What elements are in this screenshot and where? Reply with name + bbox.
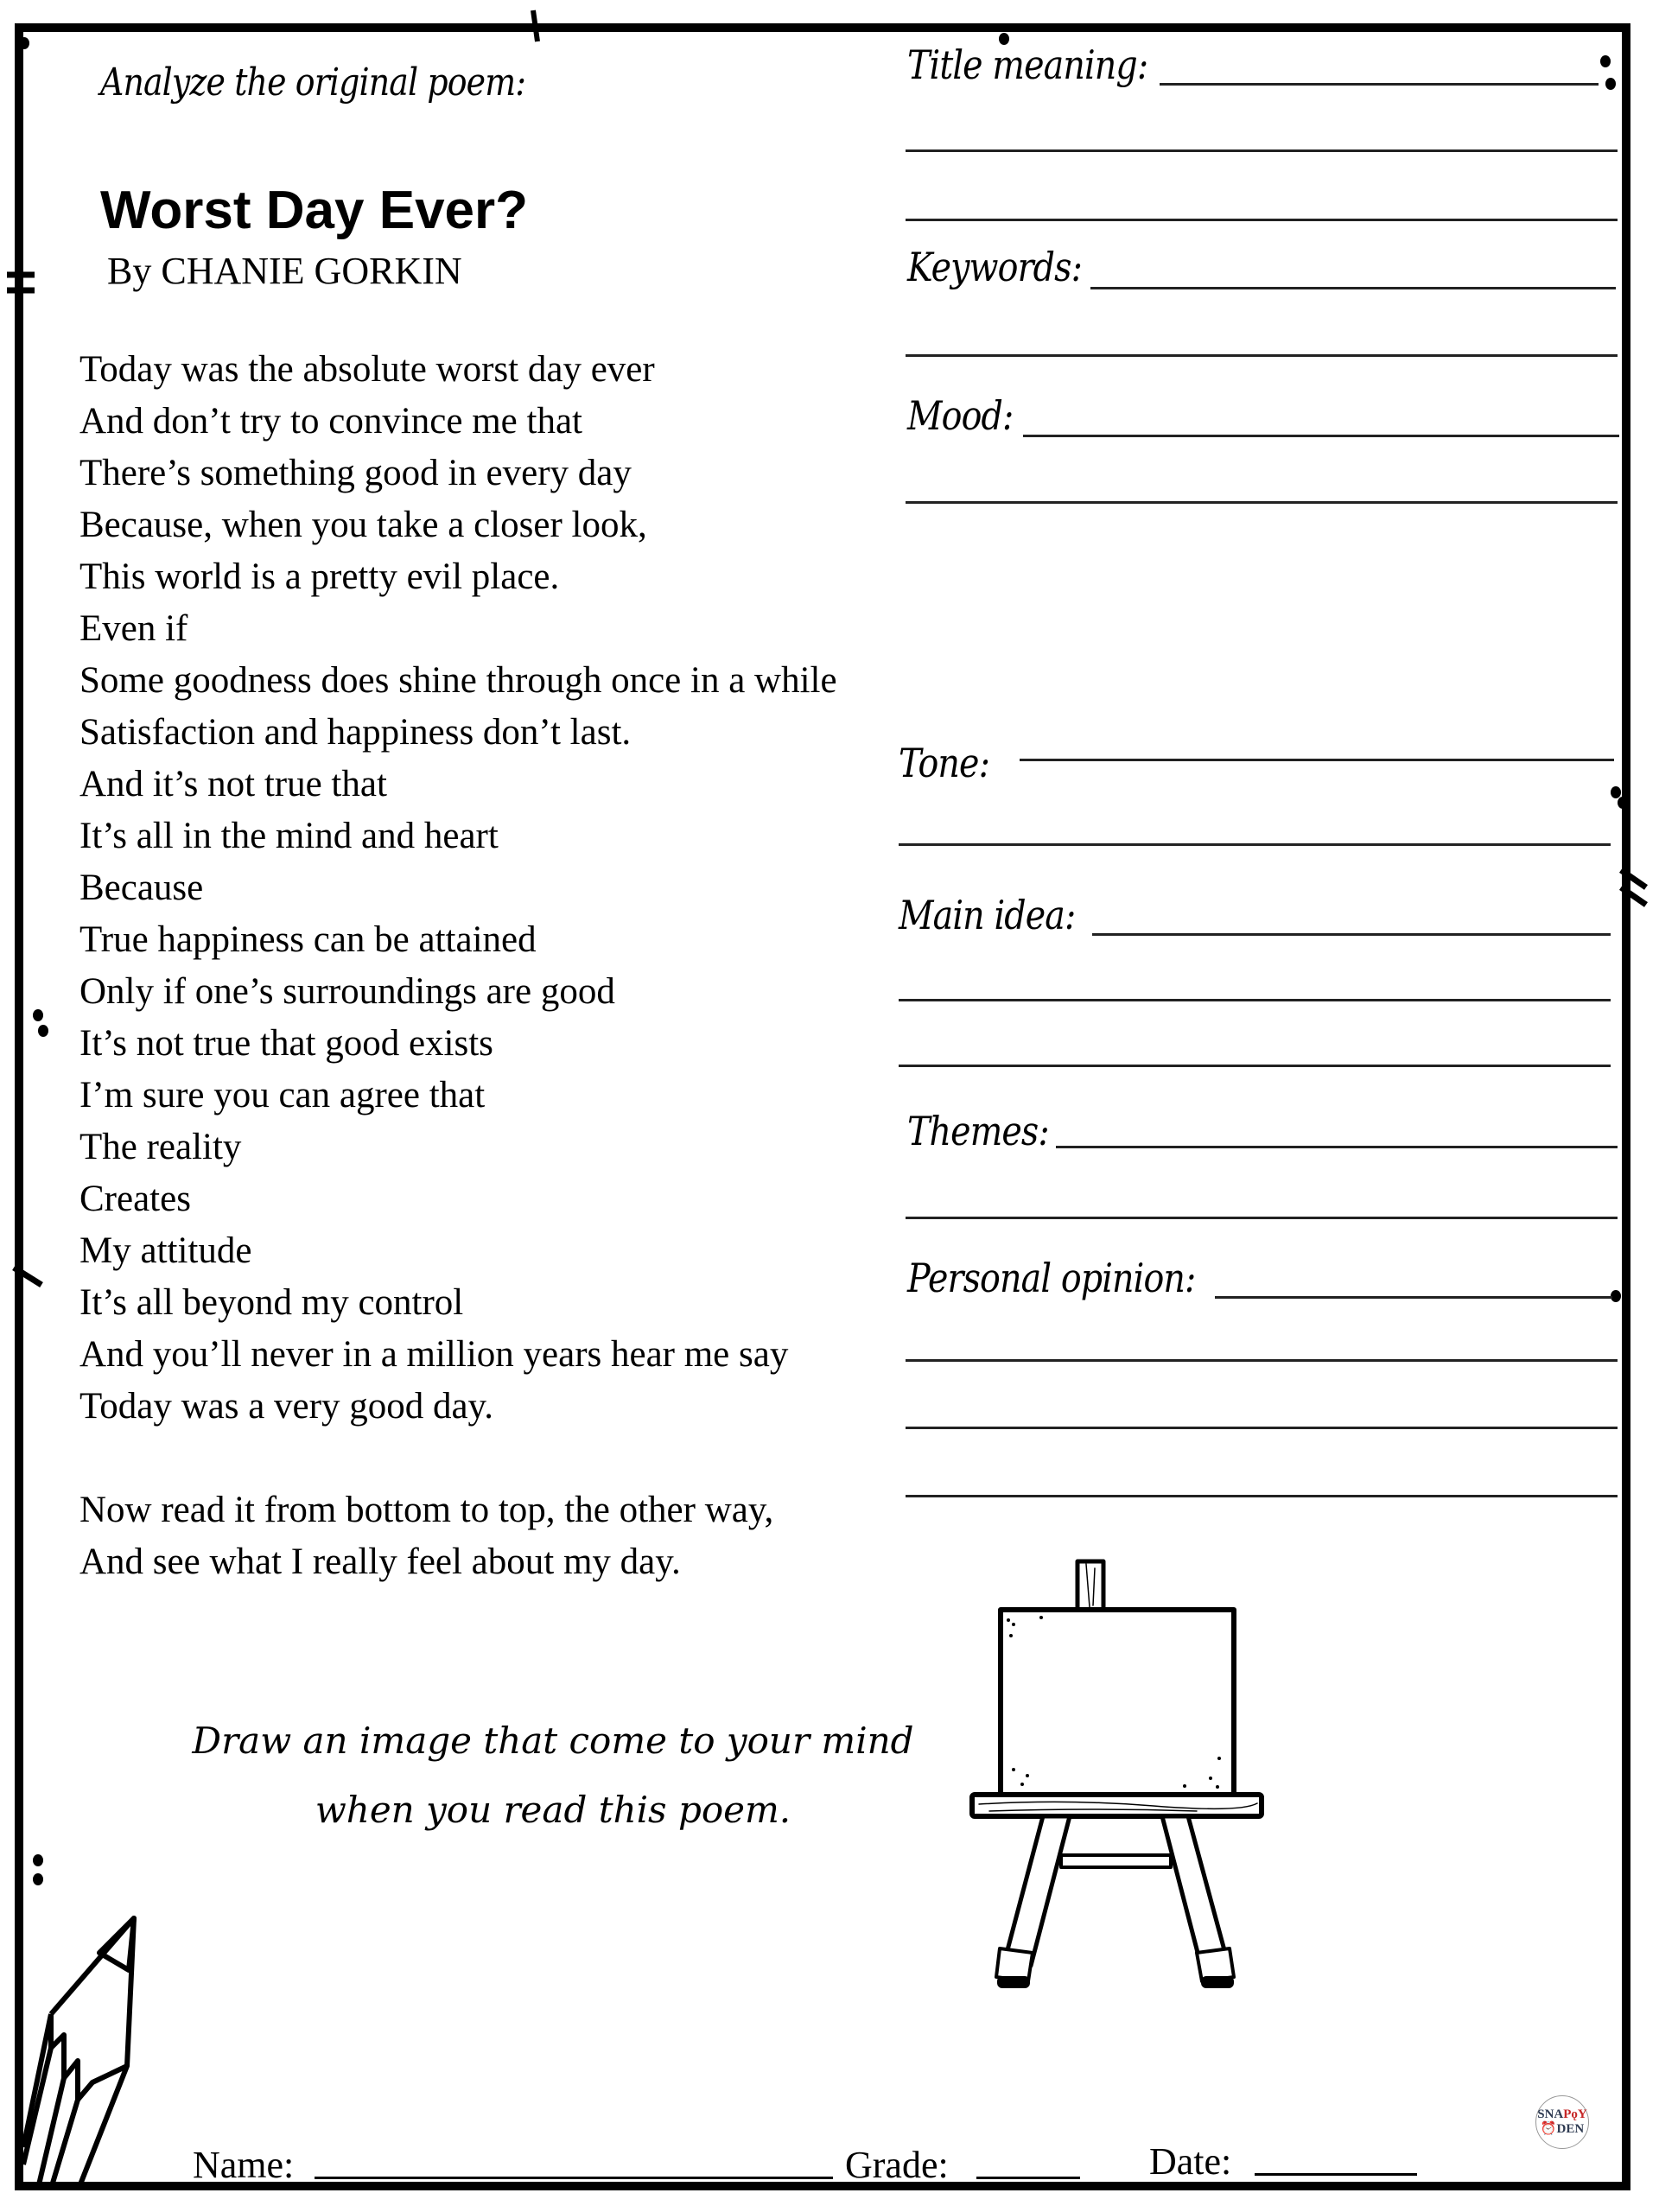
- tone-answer-line[interactable]: [1020, 759, 1614, 761]
- poem-title: Worst Day Ever?: [100, 181, 529, 240]
- title-meaning-answer-line[interactable]: [1160, 83, 1599, 86]
- tone-answer-line[interactable]: [899, 843, 1611, 846]
- poem-line: Because, when you take a closer look,: [79, 505, 647, 545]
- drawing-prompt-line: Draw an image that come to your mind: [192, 1719, 914, 1762]
- title-meaning-label: Title meaning:: [907, 41, 1148, 88]
- poem-line: Only if one’s surroundings are good: [79, 971, 615, 1012]
- themes-answer-line[interactable]: [1056, 1146, 1618, 1148]
- mood-answer-line[interactable]: [906, 501, 1618, 504]
- poem-line: It’s all beyond my control: [79, 1282, 464, 1323]
- poem-line: There’s something good in every day: [79, 453, 632, 493]
- decor-dot: [1618, 797, 1628, 809]
- poem-line: Today was a very good day.: [79, 1386, 494, 1427]
- decor-dot: [33, 1009, 43, 1021]
- drawing-prompt-line: when you read this poem.: [315, 1789, 791, 1831]
- alarm-clock-icon: ⏰: [1540, 2122, 1557, 2136]
- decor-dot: [19, 37, 29, 49]
- keywords-answer-line[interactable]: [906, 354, 1618, 357]
- logo-line-2: ⏰DEN: [1540, 2122, 1585, 2136]
- easel-icon: [938, 1547, 1266, 2082]
- poem-line: The reality: [79, 1127, 242, 1167]
- mood-label: Mood:: [907, 392, 1014, 439]
- grade-label: Grade:: [845, 2144, 949, 2186]
- personal-opinion-answer-line[interactable]: [906, 1359, 1618, 1362]
- main-idea-answer-line[interactable]: [899, 999, 1611, 1001]
- decor-dot: [33, 1873, 43, 1885]
- pencil-icon: [23, 1914, 213, 2189]
- poem-line: Even if: [79, 608, 188, 649]
- personal-opinion-answer-line[interactable]: [1215, 1296, 1612, 1299]
- personal-opinion-label: Personal opinion:: [907, 1255, 1196, 1301]
- poem-line: Because: [79, 868, 204, 908]
- logo-line-1: SNAPǫY: [1537, 2107, 1587, 2121]
- poem-line: And it’s not true that: [79, 764, 387, 804]
- poem-line: This world is a pretty evil place.: [79, 556, 560, 597]
- personal-opinion-answer-line[interactable]: [906, 1427, 1618, 1429]
- date-label: Date:: [1149, 2140, 1232, 2183]
- poem-line: It’s all in the mind and heart: [79, 816, 499, 856]
- poem-line: It’s not true that good exists: [79, 1023, 493, 1064]
- drawing-prompt: [173, 1707, 933, 1845]
- decor-dot: [38, 1025, 48, 1037]
- poem-line: Today was the absolute worst day ever: [79, 349, 655, 390]
- poem-author: By CHANIE GORKIN: [107, 250, 462, 292]
- poem-line: True happiness can be attained: [79, 919, 537, 960]
- title-meaning-answer-line[interactable]: [906, 149, 1618, 152]
- date-input-line[interactable]: [1255, 2173, 1417, 2176]
- poem-body: [79, 344, 837, 1588]
- closing-line: Now read it from bottom to top, the other way,: [79, 1490, 774, 1530]
- grade-input-line[interactable]: [976, 2177, 1080, 2179]
- poem-line: And don’t try to convince me that: [79, 401, 582, 442]
- poem-line: Creates: [79, 1179, 191, 1219]
- decor-dot: [33, 1854, 43, 1866]
- themes-answer-line[interactable]: [906, 1217, 1618, 1219]
- tone-label: Tone:: [899, 740, 990, 786]
- decor-dot: [1600, 55, 1611, 67]
- keywords-answer-line[interactable]: [1090, 287, 1616, 289]
- brand-logo: [1535, 2095, 1589, 2149]
- main-idea-answer-line[interactable]: [899, 1065, 1611, 1067]
- themes-label: Themes:: [907, 1108, 1049, 1154]
- personal-opinion-answer-line[interactable]: [906, 1495, 1618, 1497]
- poem-line: Some goodness does shine through once in a while: [79, 660, 837, 701]
- main-idea-answer-line[interactable]: [1092, 933, 1611, 936]
- poem-line: Satisfaction and happiness don’t last.: [79, 712, 632, 753]
- poem-line: And you’ll never in a million years hear me say: [79, 1334, 789, 1375]
- name-input-line[interactable]: [315, 2177, 833, 2179]
- poem-line: I’m sure you can agree that: [79, 1075, 486, 1116]
- instruction-heading: Analyze the original poem:: [100, 60, 526, 105]
- name-label: Name:: [193, 2144, 295, 2186]
- main-idea-label: Main idea:: [899, 892, 1076, 938]
- title-meaning-answer-line[interactable]: [906, 219, 1618, 221]
- poem-line: My attitude: [79, 1230, 252, 1271]
- decor-dot: [1605, 78, 1616, 90]
- keywords-label: Keywords:: [907, 244, 1083, 290]
- mood-answer-line[interactable]: [1023, 435, 1619, 437]
- closing-line: And see what I really feel about my day.: [79, 1541, 681, 1582]
